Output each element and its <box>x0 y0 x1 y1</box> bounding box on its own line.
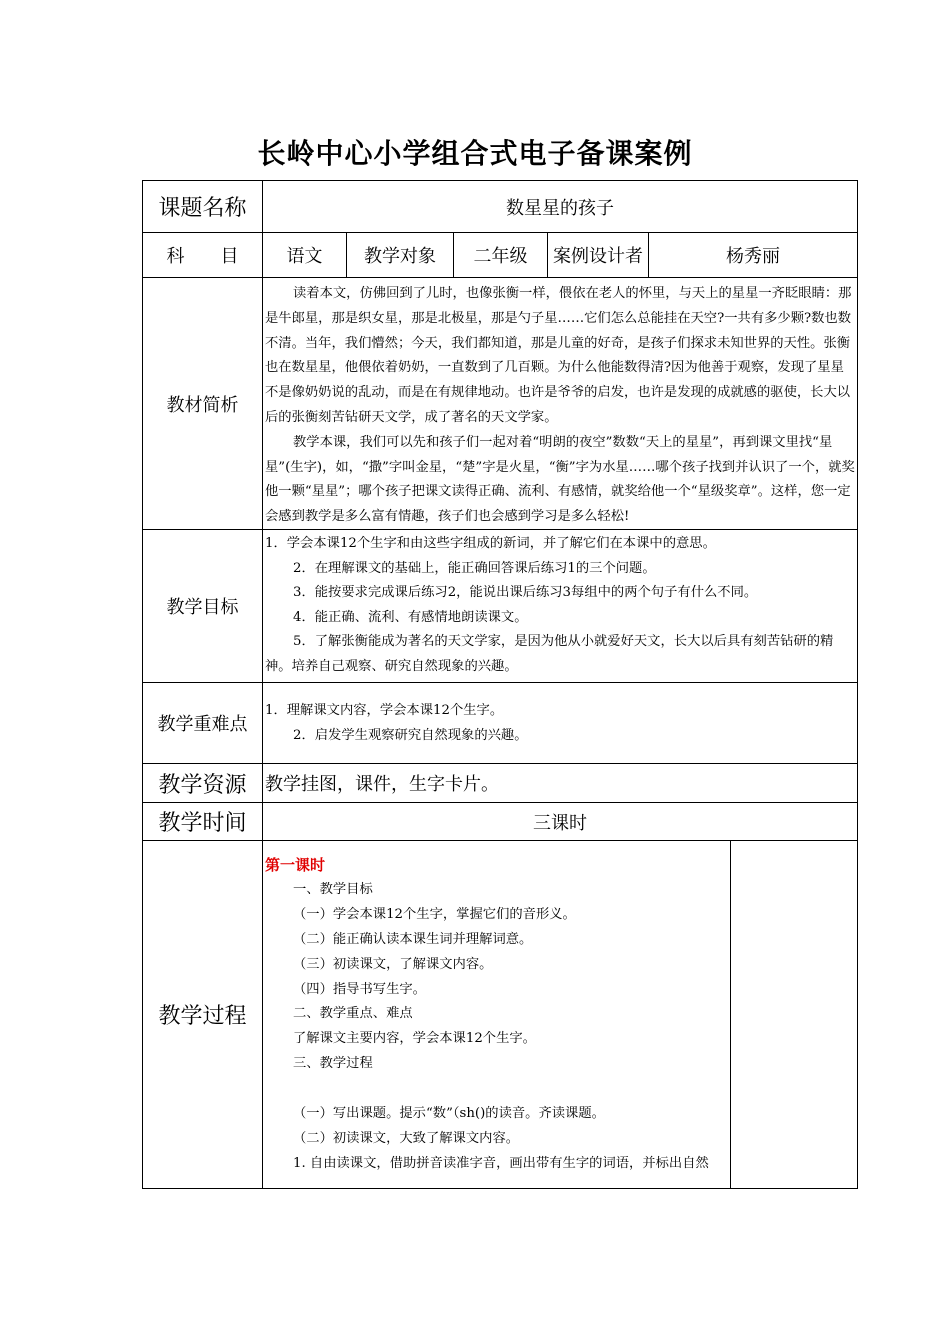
goal-item: 3．能按要求完成课后练习2，能说出课后练习3每组中的两个句子有什么不同。 <box>293 585 758 600</box>
subject-value: 语文 <box>286 246 323 267</box>
analysis-paragraph: 教学本课，我们可以先和孩子们一起对着“明朗的夜空”数数“天上的星星”，再到课文里找“星星”(生字)，如，“撒”字叫金星，“楚”字是火星，“衡”字为水星……哪个孩子找到并认识了一个，就奖他一颗“星星”；哪个孩子把课文读得正确、流利、有感情，就奖给他一个“星级奖章”。这样，您一定会感到教学是多么富有情趣，孩子们也会感到学习是多么轻松! <box>265 434 855 525</box>
process-line: （二）能正确认读本课生词并理解词意。 <box>293 931 533 947</box>
goal-item: 4．能正确、流利、有感情地朗读课文。 <box>293 609 528 625</box>
audience-value: 二年级 <box>473 246 528 267</box>
subject-label: 科 目 <box>166 246 239 267</box>
process-line: 1. 自由读课文，借助拼音读准字音，画出带有生字的词语，并标出自然 <box>293 1155 709 1171</box>
process-label: 教学过程 <box>158 1004 247 1029</box>
key-point-item: 1．理解课文内容，学会本课12个生字。 <box>265 703 504 718</box>
process-line: 一、教学目标 <box>293 881 373 897</box>
process-line: （一）写出课题。提示“数”（sh()的读音。齐读课题。 <box>293 1106 605 1122</box>
key-points-content <box>265 698 855 762</box>
process-line: （二）初读课文，大致了解课文内容。 <box>293 1130 520 1146</box>
process-line: 二、教学重点、难点 <box>293 1006 413 1022</box>
process-content <box>265 853 729 1187</box>
analysis-label: 教材简析 <box>166 394 239 416</box>
resources-label: 教学资源 <box>158 772 247 798</box>
analysis-paragraph: 读着本文，仿佛回到了儿时，也像张衡一样，偎依在老人的怀里，与天上的星星一齐眨眼睛：那是牛郎星，那是织女星，那是北极星，那是勺子星……它们怎么总能挂在天空?一共有多少颗?数也数不清。当年，我们懵然；今天，我们都知道，那是儿童的好奇，是孩子们探求未知世界的天性。张衡也在数星星，他偎依着奶奶，一直数到了几百颗。为什么他能数得清?因为他善于观察，发现了星星不是像奶奶说的乱动，而是在有规律地动。也许是爷爷的启发，也许是发现的成就感的驱使，长大以后的张衡刻苦钻研天文学，成了著名的天文学家。 <box>265 286 852 425</box>
process-notes-column <box>731 841 857 1188</box>
document-title: 长岭中心小学组合式电子备课案例 <box>257 137 693 170</box>
time-value: 三课时 <box>533 812 587 834</box>
goals-content <box>265 532 855 682</box>
process-line: 三、教学过程 <box>293 1056 373 1072</box>
process-line: （一）学会本课12个生字，掌握它们的音形义。 <box>293 906 576 922</box>
topic-value: 数星星的孩子 <box>506 197 614 219</box>
designer-value: 杨秀丽 <box>726 246 780 267</box>
analysis-content <box>265 282 855 528</box>
key-points-label: 教学重难点 <box>157 714 248 735</box>
process-line <box>265 1077 729 1102</box>
resources-value: 教学挂图，课件，生字卡片。 <box>265 774 499 795</box>
lesson-title: 第一课时 <box>265 856 326 874</box>
audience-label: 教学对象 <box>364 246 436 267</box>
process-line: （四）指导书写生字。 <box>293 981 426 997</box>
goal-item: 2．在理解课文的基础上，能正确回答课后练习1的三个问题。 <box>293 560 656 576</box>
designer-label: 案例设计者 <box>553 246 643 267</box>
time-label: 教学时间 <box>158 811 247 836</box>
goals-label: 教学目标 <box>166 597 239 618</box>
process-line: （三）初读课文，了解课文内容。 <box>293 956 493 972</box>
goal-item: 5．了解张衡能成为著名的天文学家，是因为他从小就爱好天文，长大以后具有刻苦钻研的精神。培养自己观察、研究自然现象的兴趣。 <box>265 634 834 674</box>
key-point-item: 2．启发学生观察研究自然现象的兴趣。 <box>293 728 528 743</box>
goal-item: 1．学会本课12个生字和由这些字组成的新词，并了解它们在本课中的意思。 <box>265 536 716 551</box>
topic-label: 课题名称 <box>158 196 247 221</box>
process-line: 了解课文主要内容，学会本课12个生字。 <box>293 1031 536 1047</box>
